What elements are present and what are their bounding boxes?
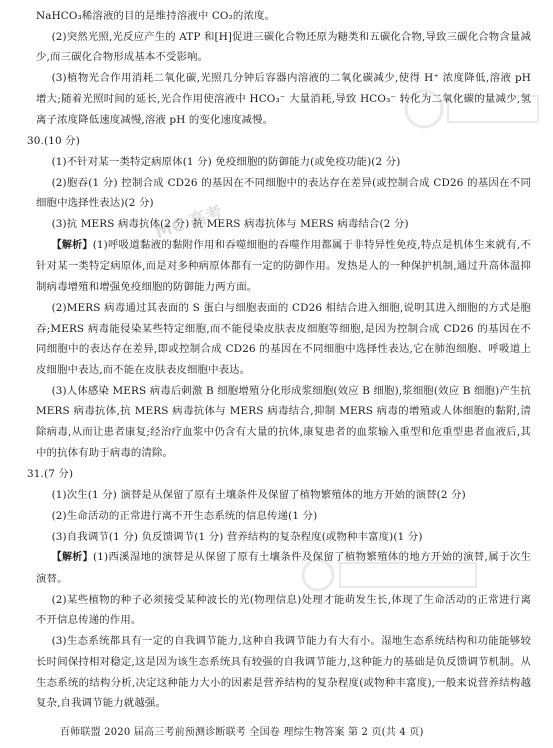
q31-answer-1: (1)次生(1 分) 演替是从保留了原有土壤条件及保留了植物繁殖体的地方开始的演替(2 分): [51, 489, 466, 502]
q31-explanation-2: (2)某些植物的种子必须接受某种波长的光(物理信息)处理才能萌发生长,体现了生命活动的正常进行离不开信息传递的作用。: [36, 593, 531, 627]
q31-explanation-1-text: (1)西溪湿地的演替是从保留了原有土壤条件及保留了植物繁殖体的地方开始的演替,属于次生演替。: [36, 551, 531, 585]
q31-number: 31.: [27, 468, 44, 481]
q30-answer-3: (3)抗 MERS 病毒抗体(2 分) 抗 MERS 病毒抗体与 MERS 病毒结合(2 分): [51, 218, 409, 231]
q29-answer-2: (2)突然光照,光反应产生的 ATP 和[H]促进三碳化合物还原为糖类和五碳化合物,导致三碳化合物含量减少,而三碳化合物形成基本不受影响。: [36, 30, 531, 64]
q31-explanation-3: (3)生态系统都具有一定的自我调节能力,这种自我调节能力有大有小。湿地生态系统结构和功能能够较长时间保持相对稳定,这是因为该生态系统具有较强的自我调节能力,这种能力的基础是负反馈调节机制。从生态系统的结构分析,决定这种能力大小的因素是营养结构的复杂程度(或物种丰富度),一般来说营养结构越复杂,自我调节能力就越强。: [36, 635, 531, 710]
q30-explanation-3: (3)人体感染 MERS 病毒后刺激 B 细胞增殖分化形成浆细胞(效应 B 细胞),浆细胞(效应 B 细胞)产生抗 MERS 病毒抗体,抗 MERS 病毒抗体与 MERS 病毒结合,抑制 MERS 病毒的增殖或人体细胞的黏附,清除病毒,从而让患者康复;经治疗血浆中仍含有大量的抗体,康复患者的血浆输入重型和危重型患者血液后,其中的抗体有助于病毒的清除。: [36, 384, 531, 459]
q30-answer-1: (1)不针对某一类特定病原体(1 分) 免疫细胞的防御能力(或免疫功能)(2 分): [51, 155, 401, 168]
q31-answer-2: (2)生命活动的正常进行离不开生态系统的信息传递(1 分): [51, 509, 318, 522]
q30-explanation-1: [36, 235, 531, 298]
q30-score: (10 分): [43, 135, 80, 148]
analysis-label-2: 【解析】: [51, 552, 94, 564]
page-footer: 百师联盟 2020 届高三考前预测诊断联考 全国卷 理综生物答案 第 2 页(共 4 页): [60, 727, 424, 738]
answer-content: [27, 6, 531, 714]
analysis-label: 【解析】: [51, 239, 93, 251]
watermark-text: MC 高考: [152, 202, 225, 243]
q31-score: (7 分): [43, 468, 74, 481]
q30-number: 30.: [27, 135, 44, 148]
continued-line: NaHCO₃稀溶液的目的是维持溶液中 CO₂的浓度。: [36, 10, 276, 22]
q30-explanation-2: (2)MERS 病毒通过其表面的 S 蛋白与细胞表面的 CD26 相结合进入细胞,说明其进入细胞的方式是胞吞;MERS 病毒能侵染某些特定细胞,而不能侵染皮肤表皮细胞等细胞,是因为控制合成 CD26 的基因在不同细胞中的表达存在差异,即或控制合成 CD26 的基因在不同细胞中选择性表达,它在肺泡细胞、呼吸道上皮细胞中表达,而不能在皮肤表皮细胞中表达。: [36, 301, 531, 376]
q31-heading: [27, 464, 531, 485]
q31-explanation-1: [36, 547, 531, 589]
q30-heading: [27, 131, 531, 152]
q31-answer-3: (3)自我调节(1 分) 负反馈调节(1 分) 营养结构的复杂程度(或物种丰富度)(1 分): [51, 530, 423, 543]
q29-answer-3: (3)植物光合作用消耗二氧化碳,光照几分钟后容器内溶液的二氧化碳减少,使得 H⁺ 浓度降低,溶液 pH 增大;随着光照时间的延长,光合作用使溶液中 HCO₃⁻ 大量消耗,导致 HCO₃⁻ 转化为二氧化碳的量减少,氢离子浓度降低速度减慢,溶液 pH 的变化速度减慢。: [36, 72, 531, 126]
q30-answer-2: (2)胞吞(1 分) 控制合成 CD26 的基因在不同细胞中的表达存在差异(或控制合成 CD26 的基因在不同细胞中选择性表达)(2 分): [36, 176, 531, 210]
q30-explanation-1-text: (1)呼吸道黏液的黏附作用和吞噬细胞的吞噬作用都属于非特异性免疫,特点是机体生来就有,不针对某一类特定病原体,而是对多种病原体都有一定的防御作用。发热是人的一种保护机制,通过升高体温抑制病毒增殖和增强免疫细胞的防御能力两方面。: [36, 238, 531, 294]
